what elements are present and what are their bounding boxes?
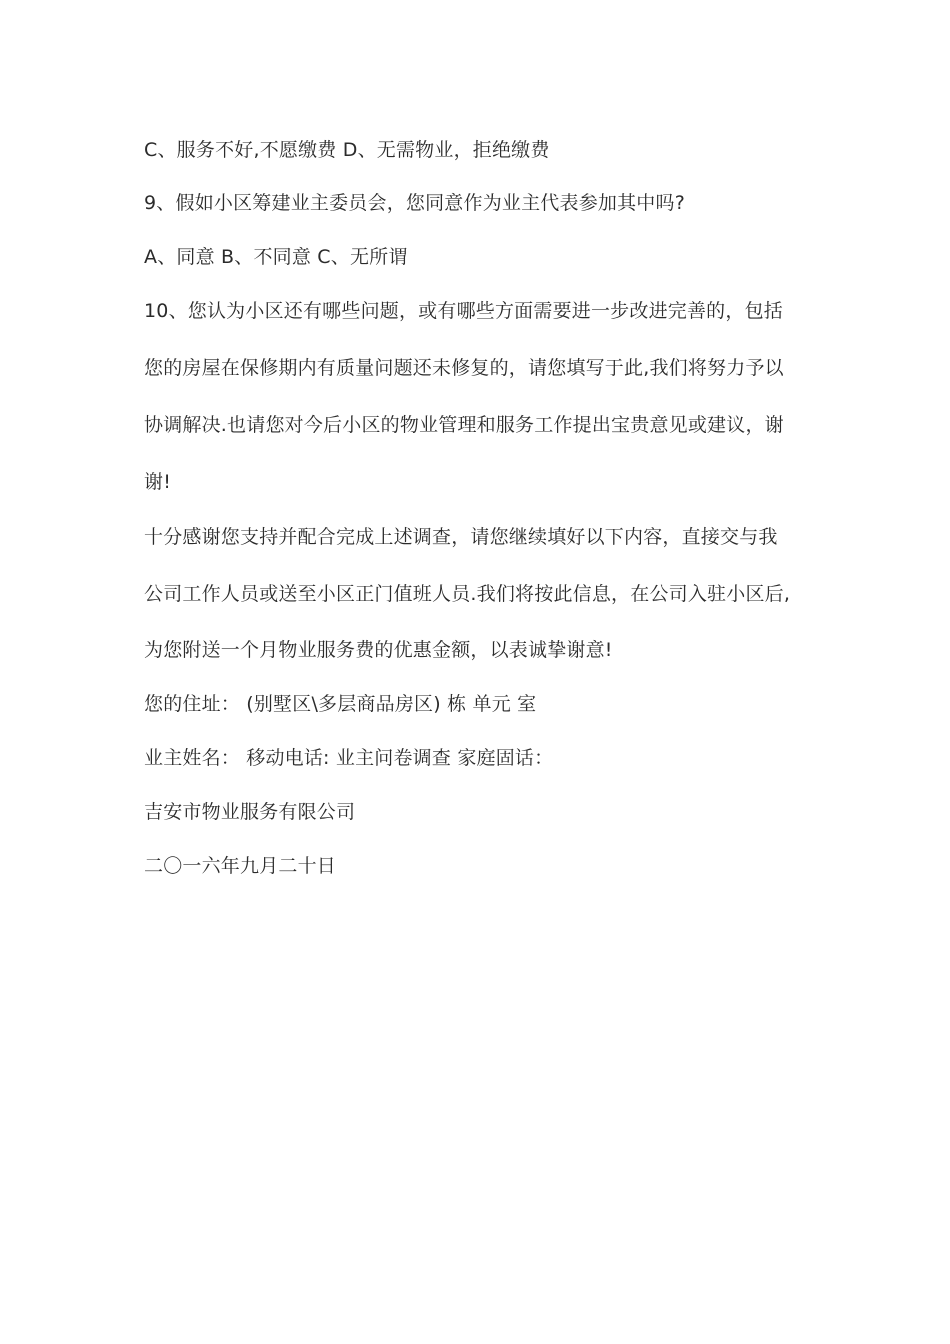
question-10-line-3: 协调解决.也请您对今后小区的物业管理和服务工作提出宝贵意见或建议，谢: [144, 414, 784, 436]
question-9-options: A、同意 B、不同意 C、无所谓: [144, 246, 408, 268]
question-10-line-4: 谢!: [144, 471, 172, 493]
thanks-paragraph-line-2: 公司工作人员或送至小区正门值班人员.我们将按此信息，在公司入驻小区后,: [144, 583, 791, 605]
address-field-line: 您的住址： (别墅区\多层商品房区) 栋 单元 室: [144, 693, 537, 715]
question-8-options-cd: C、服务不好,不愿缴费 D、无需物业，拒绝缴费: [144, 139, 550, 161]
question-9: 9、假如小区筹建业主委员会，您同意作为业主代表参加其中吗?: [144, 192, 685, 214]
document-date: 二〇一六年九月二十日: [144, 855, 337, 877]
owner-contact-line: 业主姓名： 移动电话: 业主问卷调查 家庭固话：: [144, 747, 554, 769]
thanks-paragraph-line-1: 十分感谢您支持并配合完成上述调查，请您继续填好以下内容，直接交与我: [144, 526, 778, 548]
thanks-paragraph-line-3: 为您附送一个月物业服务费的优惠金额，以表诚挚谢意!: [144, 639, 613, 661]
question-10-line-2: 您的房屋在保修期内有质量问题还未修复的，请您填写于此,我们将努力予以: [144, 357, 784, 379]
question-10-line-1: 10、您认为小区还有哪些问题，或有哪些方面需要进一步改进完善的，包括: [144, 300, 783, 322]
company-name: 吉安市物业服务有限公司: [144, 801, 356, 823]
